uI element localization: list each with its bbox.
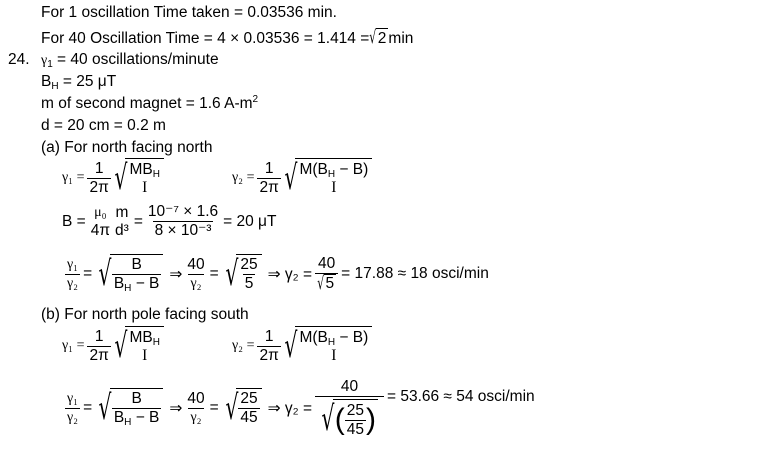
- sqrt: √ $MB_H$ I: [114, 158, 164, 198]
- given-gamma1: $\gamma_1 = 40$ oscillations/minute: [41, 51, 219, 70]
- one-over-two-pi: $\frac{1}{2\pi}$: [89, 159, 109, 196]
- radical-icon: √: [284, 158, 298, 198]
- part-a-result: = 17.88 ≈ 18 osci/min: [341, 265, 489, 282]
- sqrt: √ $M(B_H - B)$ I: [284, 158, 373, 198]
- part-b-gamma1-formula: γ₁ = $\frac{1}{2\pi}$ √ $MB_H$ I: [62, 326, 164, 366]
- radical-icon: √: [114, 158, 128, 198]
- part-a-heading: (a) For north facing north: [41, 139, 213, 156]
- part-b-gamma2-formula: γ₂ = $\frac{1}{2\pi}$ √ $M(B_H - B)$ I: [232, 326, 372, 366]
- intro-line-1: For 1 oscillation Time taken = 0.03536 min.: [41, 4, 337, 21]
- part-a-ratio: $\frac{\text{γ₁}}{\text{γ₂}}$ = √ $\frac{B}{B_H - B}$ ⇒ $\frac{40}{\text{γ₂}}$ = √ $\frac{25}{5}$ ⇒ γ₂ = 40 √ 5 = 17.88 ≈ 18 osci/min: [67, 254, 489, 294]
- part-b-ratio: $\frac{\text{γ₁}}{\text{γ₂}}$ = √ $\frac{B}{B_H - B}$ ⇒ $\frac{40}{\text{γ₂}}$ = √ $\frac{25}{45}$ ⇒ γ₂ = 40 √ ( $\frac{25}{45}$ ) = 53.66 ≈ 54 osci/min: [67, 378, 535, 439]
- intro-line-2-suffix: min: [388, 29, 414, 47]
- radical-icon: √: [225, 254, 239, 294]
- radical-icon: √: [98, 254, 112, 294]
- given-d: d = 20 cm = 0.2 m: [41, 117, 166, 134]
- problem-number: 24.: [8, 51, 30, 68]
- part-a-gamma1-formula: γ₁ = $\frac{1}{2\pi}$ √ $MB_H$ I: [62, 158, 164, 198]
- given-bh: $B_H = 25$ μT: [41, 73, 117, 92]
- sqrt-2: √ 2: [369, 27, 387, 48]
- radical-icon: √: [98, 388, 112, 428]
- part-b-result: = 53.66 ≈ 54 osci/min: [386, 388, 535, 405]
- given-m: m of second magnet = 1.6 $A-m^2$: [41, 94, 259, 112]
- part-b-heading: (b) For north pole facing south: [41, 306, 249, 323]
- radical-icon: √: [225, 388, 239, 428]
- radical-icon: √: [114, 326, 128, 366]
- intro-line-2: [41, 28, 413, 49]
- part-a-gamma2-formula: γ₂ = $\frac{1}{2\pi}$ √ $M(B_H - B)$ I: [232, 158, 372, 198]
- part-a-b-formula: B = μ₀ 4π m d³ = $\frac{\text{10⁻⁷ × 1.6}}{\text{8 × 10⁻³}}$ = 20 μT: [62, 203, 277, 239]
- radical-icon: √: [369, 27, 377, 48]
- radical-icon: √: [284, 326, 298, 366]
- intro-line-2-prefix: For 40 Oscillation Time = 4 × 0.03536 = 1.414 =: [41, 29, 370, 47]
